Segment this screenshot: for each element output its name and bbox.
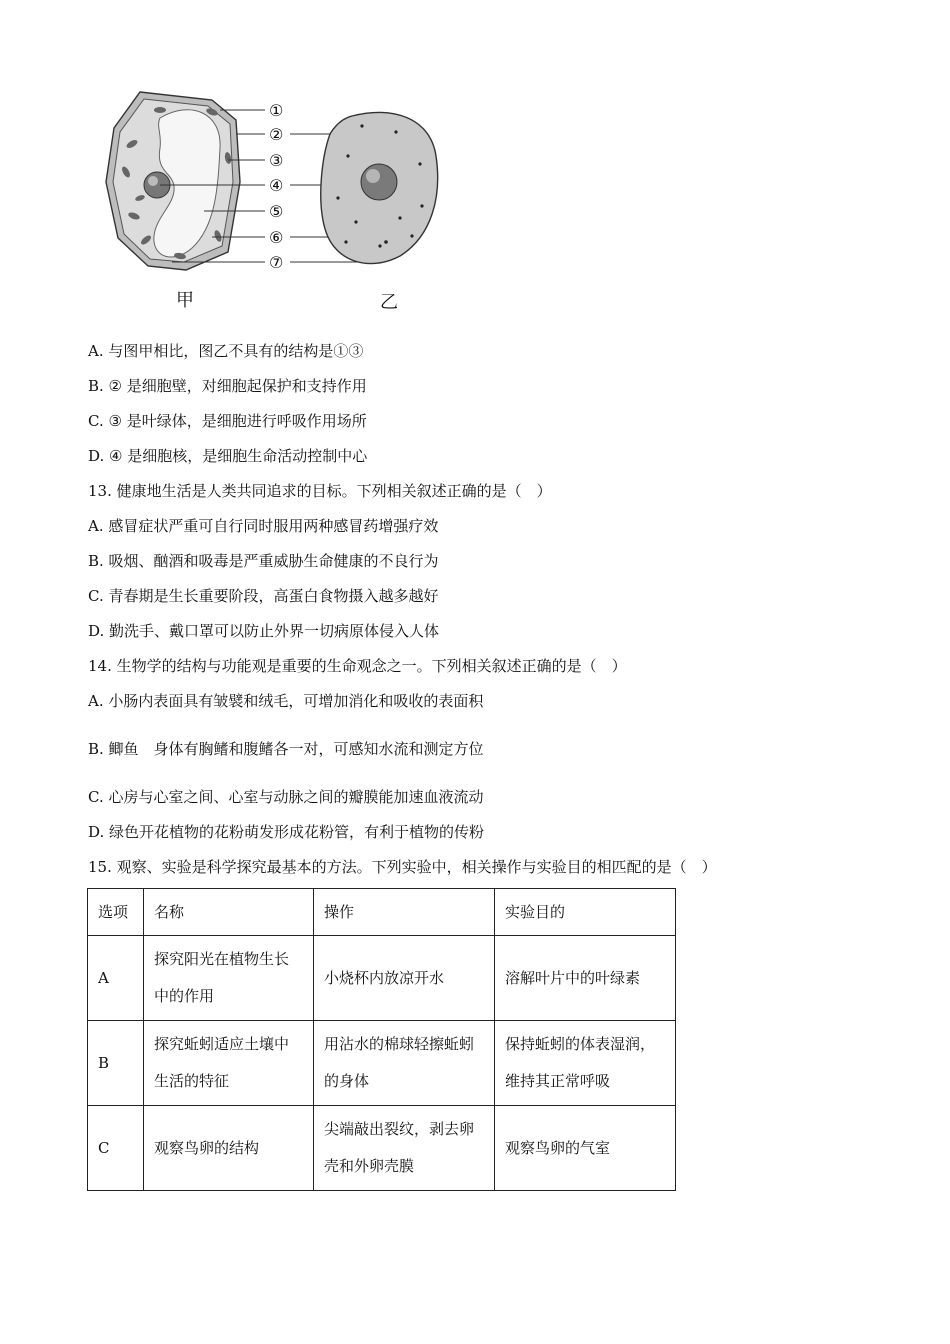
q14-stem: 14. 生物学的结构与功能观是重要的生命观念之一。下列相关叙述正确的是（ ） — [88, 657, 627, 675]
table-row — [88, 936, 676, 1021]
q14-option-d: D. 绿色开花植物的花粉萌发形成花粉管，有利于植物的传粉 — [88, 823, 485, 841]
label-7: ⑦ — [269, 253, 284, 272]
row-c-name: 观察鸟卵的结构 — [154, 1138, 260, 1157]
q15-table — [87, 888, 676, 1191]
row-a-option: A — [88, 936, 144, 1021]
q14-option-c: C. 心房与心室之间、心室与动脉之间的瓣膜能加速血液流动 — [88, 788, 484, 806]
q12-option-d: D. ④ 是细胞核，是细胞生命活动控制中心 — [88, 447, 368, 465]
header-operation: 操作 — [314, 889, 495, 936]
row-a-operation: 小烧杯内放凉开水 — [324, 968, 445, 987]
q13-option-d: D. 勤洗手、戴口罩可以防止外界一切病原体侵入人体 — [88, 622, 440, 640]
row-b-option: B — [88, 1021, 144, 1106]
q14-option-b: B. 鲫鱼 身体有胸鳍和腹鳍各一对，可感知水流和测定方位 — [88, 740, 484, 758]
q14-option-a: A. 小肠内表面具有皱襞和绒毛，可增加消化和吸收的表面积 — [88, 692, 484, 710]
table-row — [88, 1106, 676, 1191]
row-a-purpose: 溶解叶片中的叶绿素 — [505, 968, 641, 987]
q13-option-a: A. 感冒症状严重可自行同时服用两种感冒药增强疗效 — [88, 517, 439, 535]
row-b-operation: 用沾水的棉球轻擦蚯蚓的身体 — [324, 1035, 475, 1090]
q13-option-c: C. 青春期是生长重要阶段，高蛋白食物摄入越多越好 — [88, 587, 439, 605]
table-row — [88, 1021, 676, 1106]
row-c-operation: 尖端敲出裂纹，剥去卵壳和外卵壳膜 — [324, 1120, 475, 1175]
label-1: ① — [269, 101, 284, 120]
label-3: ③ — [269, 151, 284, 170]
figure-labels — [269, 101, 283, 272]
animal-cell-diagram — [290, 112, 438, 263]
caption-jia: 甲 — [176, 290, 194, 311]
label-2: ② — [269, 125, 284, 144]
label-5: ⑤ — [269, 202, 284, 221]
header-name: 名称 — [144, 889, 314, 936]
q12-option-b: B. ② 是细胞壁，对细胞起保护和支持作用 — [88, 377, 367, 395]
label-4: ④ — [269, 176, 284, 195]
q15-stem: 15. 观察、实验是科学探究最基本的方法。下列实验中，相关操作与实验目的相匹配的是（ ） — [88, 858, 717, 876]
q13-option-b: B. 吸烟、酗酒和吸毒是严重威胁生命健康的不良行为 — [88, 552, 439, 570]
row-b-purpose: 保持蚯蚓的体表湿润，维持其正常呼吸 — [505, 1035, 656, 1090]
q12-option-c: C. ③ 是叶绿体，是细胞进行呼吸作用场所 — [88, 412, 367, 430]
label-6: ⑥ — [269, 228, 284, 247]
header-option: 选项 — [88, 889, 144, 936]
q12-option-a: A. 与图甲相比，图乙不具有的结构是①③ — [88, 342, 364, 360]
header-purpose: 实验目的 — [495, 889, 676, 936]
row-c-option: C — [88, 1106, 144, 1191]
plant-cell-diagram — [106, 92, 265, 270]
row-a-name: 探究阳光在植物生长中的作用 — [154, 950, 290, 1005]
row-c-purpose: 观察鸟卵的气室 — [505, 1138, 611, 1157]
caption-yi: 乙 — [380, 292, 398, 313]
row-b-name: 探究蚯蚓适应土壤中生活的特征 — [154, 1035, 290, 1090]
table-header-row — [88, 889, 676, 936]
cell-diagram-figure — [100, 86, 445, 316]
q13-stem: 13. 健康地生活是人类共同追求的目标。下列相关叙述正确的是（ ） — [88, 482, 552, 500]
